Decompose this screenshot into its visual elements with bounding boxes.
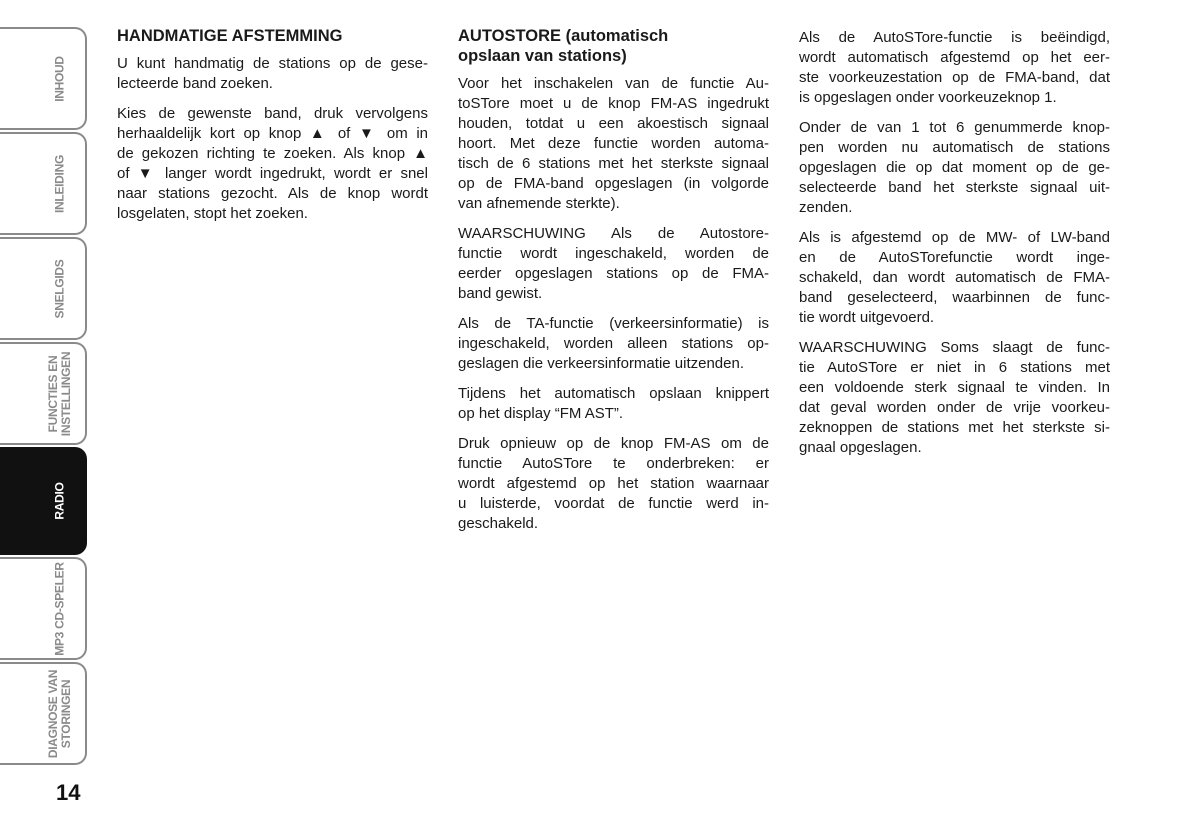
tab-snelgids[interactable] [0,237,87,340]
paragraph [799,118,1110,218]
paragraph [458,434,769,534]
text-line: Voor het inschakelen van de functie Au- [458,75,769,92]
paragraph [799,338,1110,458]
page-number: 14 [56,780,81,805]
text-line: op de FMA-band opgeslagen (in volgorde [458,175,769,192]
tab-label: INLEIDING [52,154,67,213]
paragraph [458,224,769,304]
text-line: WAARSCHUWING Soms slaagt de func- [799,339,1110,356]
tab-label: SNELGIDS [52,259,67,318]
text-line: ingeschakeld, worden alleen stations op- [458,335,769,352]
text-line: lecteerde band zoeken. [117,75,273,92]
text-line: een voldoende sterk signaal te vinden. In [799,379,1110,396]
tab-label: FUNCTIES EN INSTELLINGEN [46,351,73,436]
text-line: tisch de 6 stations met het sterkste signaal [458,155,769,172]
text-line: toSTore moet u de knop FM-AS ingedrukt [458,95,769,112]
text-line: herhaaldelijk kort op knop ▲ of ▼ om in [117,125,428,142]
text-line: functie AutoSTore te onderbreken: er [458,455,769,472]
text-line: functie wordt ingeschakeld, worden de [458,245,769,262]
text-line: Als de TA-functie (verkeersinformatie) is [458,315,769,332]
text-line: hoort. Met deze functie worden automa- [458,135,769,152]
paragraph [117,104,428,224]
text-line: Tijdens het automatisch opslaan knippert [458,385,769,402]
text-line: wordt automatisch afgestemd op het eer- [799,49,1110,66]
paragraph [117,54,428,94]
text-line: zenden. [799,199,853,216]
chapter-tabs [0,27,87,767]
text-line: zeknoppen de stations met het sterkste si- [799,419,1110,436]
text-line: eerder opgeslagen stations op de FMA- [458,265,769,282]
paragraph [799,28,1110,108]
text-line: u luisterde, voordat de functie werd in- [458,495,769,512]
text-line: tie AutoSTore er niet in 6 stations met [799,359,1110,376]
tab-inleiding[interactable] [0,132,87,235]
text-line: schakeld, dan wordt automatisch de FMA- [799,269,1110,286]
text-line: losgelaten, stopt het zoeken. [117,205,308,222]
text-line: pen worden nu automatisch de stations [799,139,1110,156]
text-line: gnaal opgeslagen. [799,439,922,456]
tab-functies[interactable] [0,342,87,445]
text-line: en de AutoSTorefunctie wordt inge- [799,249,1110,266]
tab-label: RADIO [52,482,67,520]
paragraph [458,74,769,214]
text-line: geslagen die verkeersinformatie uitzenden. [458,355,745,372]
text-line: houden, totdat u een akoestisch signaal [458,115,769,132]
column-autostore-continued [799,28,1110,468]
text-line: of ▼ langer wordt ingedrukt, wordt er snel [117,165,428,182]
text-line: is opgeslagen onder voorkeuzeknop 1. [799,89,1057,106]
paragraph [799,228,1110,328]
text-line: Druk opnieuw op de knop FM-AS om de [458,435,769,452]
tab-mp3[interactable] [0,557,87,660]
section-heading: HANDMATIGE AFSTEMMING [117,27,343,45]
text-line: op het display “FM AST”. [458,405,624,422]
tab-label: MP3 CD-SPELER [52,561,67,656]
text-line: WAARSCHUWING Als de Autostore- [458,225,769,242]
text-line: dat geval worden onder de vrije voorkeu- [799,399,1110,416]
text-line: Onder de van 1 tot 6 genummerde knop- [799,119,1110,136]
section-heading: AUTOSTORE (automatisch opslaan van stations) [458,27,669,65]
text-line: van afnemende sterkte). [458,195,620,212]
text-line: band gewist. [458,285,543,302]
text-line: geschakeld. [458,515,539,532]
text-line: opgeslagen die op dat moment op de ge- [799,159,1110,176]
tab-label: DIAGNOSE VAN STORINGEN [46,669,73,758]
text-line: ste voorkeuzestation op de FMA-band, dat [799,69,1110,86]
text-line: Als is afgestemd op de MW- of LW-band [799,229,1110,246]
column-manual-tuning [117,26,428,234]
text-line: Kies de gewenste band, druk vervolgens [117,105,428,122]
tab-diagnose[interactable] [0,662,87,765]
tab-inhoud[interactable] [0,27,87,130]
text-line: U kunt handmatig de stations op de gese- [117,55,428,72]
text-line: tie wordt uitgevoerd. [799,309,935,326]
tab-radio[interactable] [0,447,87,555]
text-line: wordt afgestemd op het station waarnaar [458,475,769,492]
tab-label: INHOUD [52,55,67,102]
text-line: Als de AutoSTore-functie is beëindigd, [799,29,1110,46]
text-line: de gekozen richting te zoeken. Als knop ▲ [117,145,428,162]
column-autostore [458,26,769,544]
paragraph [458,314,769,374]
text-line: naar stations gezocht. Als de knop wordt [117,185,428,202]
text-line: band geselecteerd, waarbinnen de func- [799,289,1110,306]
paragraph [458,384,769,424]
text-line: selecteerde band het sterkste signaal uit- [799,179,1110,196]
